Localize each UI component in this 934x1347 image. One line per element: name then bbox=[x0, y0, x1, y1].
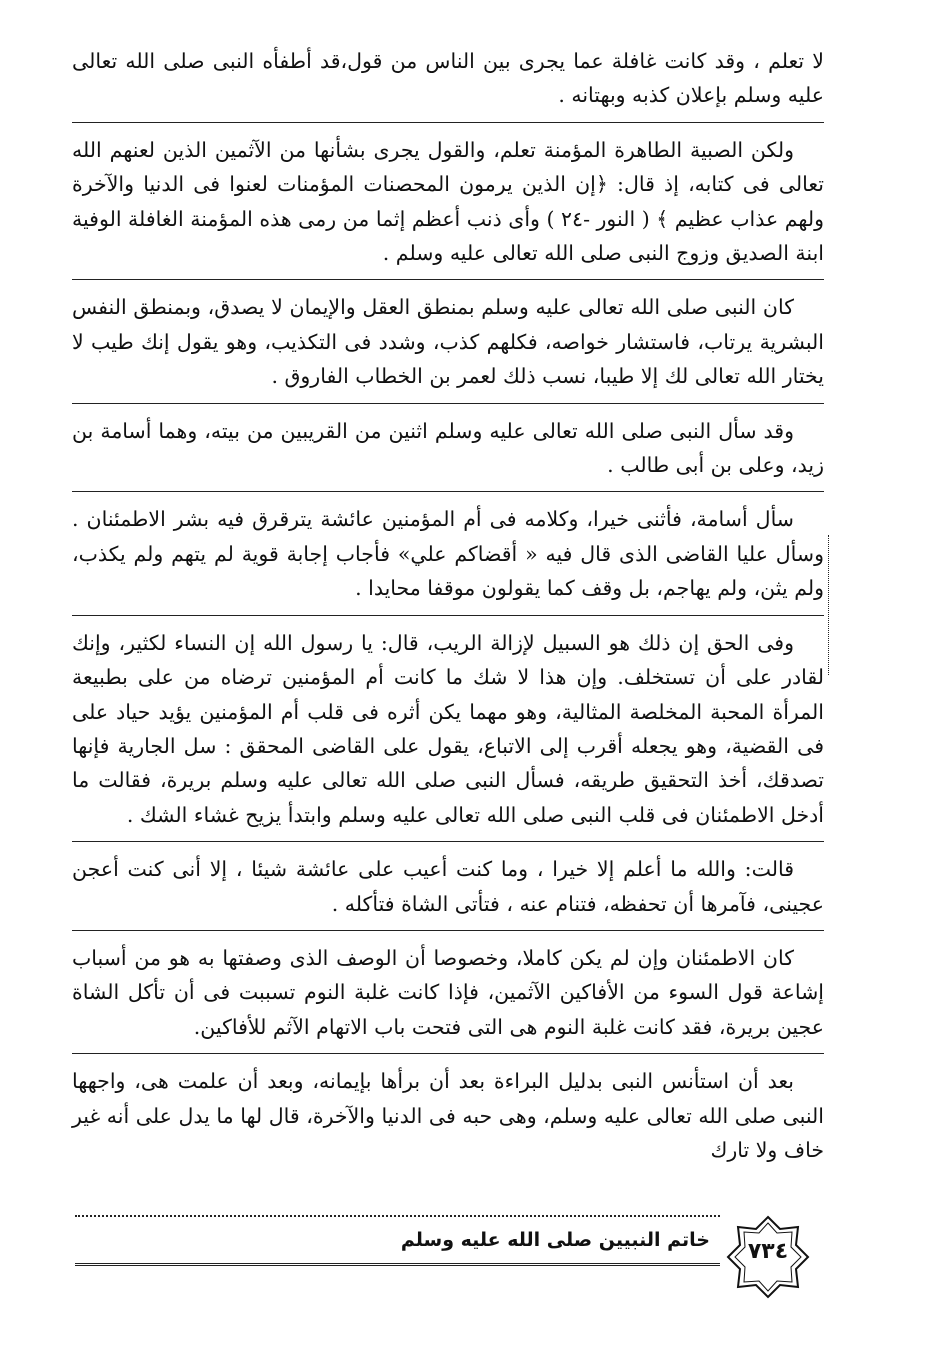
divider bbox=[72, 491, 824, 492]
margin-rule bbox=[828, 535, 829, 675]
divider bbox=[72, 1053, 824, 1054]
paragraph-6: وفى الحق إن ذلك هو السبيل لإزالة الريب، قال: يا رسول الله إن النساء لكثير، وإنك لقادر على أن تستخلف. وإن هذا لا شك ما كانت أم المؤمنين ترضاه من على بطبيعة المرأة المحبة المخلصة المثالية، وهو مهما يكن أثره فى قلب أم المؤمنين يؤيد حياد على فى القضية، وهو يجعله أقرب إلى الاتباع، يقول على القاضى المحقق : سل الجارية فإنها تصدقك، أخذ التحقيق طريقه، فسأل النبى صلى الله تعالى عليه وسلم بريرة، فقالت ما أدخل الاطمئنان فى قلب النبى صلى الله تعالى عليه وسلم وابتدأ يزيح غشاء الشك . bbox=[72, 630, 824, 827]
divider bbox=[72, 403, 824, 404]
paragraph-3: كان النبى صلى الله تعالى عليه وسلم بمنطق العقل والإيمان لا يصدق، وبمنطق النفس البشرية يرتاب، فاستشار خواصه، فكلهم كذب، وشدد فى التكذيب، وهو يقول إنك طيب لا يختار الله تعالى لك إلا طيبا، نسب ذلك لعمر بن الخطاب الفاروق . bbox=[72, 295, 824, 389]
paragraph-7: قالت: والله ما أعلم إلا خيرا ، وما كنت أعيب على عائشة شيئا ، إلا أنى كنت أعجن عجينى، فآمرها أن تحفظه، فتنام عنه ، فتأتى الشاة فتأكله . bbox=[72, 857, 824, 916]
page-footer bbox=[70, 1215, 870, 1295]
body-text bbox=[72, 44, 824, 1167]
page-number-badge bbox=[726, 1215, 810, 1299]
running-title: خاتم النبيين صلى الله عليه وسلم bbox=[400, 1229, 710, 1251]
paragraph-9: بعد أن استأنس النبى بدليل البراءة بعد أن برأها بإيمانه، وبعد أن علمت هى، واجهها النبى صلى الله تعالى عليه وسلم، وهى حبه فى الدنيا والآخرة، قال لها ما يدل على أنه غير خاف ولا تارك bbox=[72, 1069, 824, 1162]
divider bbox=[72, 122, 824, 123]
divider bbox=[72, 279, 824, 280]
paragraph-1: لا تعلم ، وقد كانت غافلة عما يجرى بين الناس من قول،قد أطفأه النبى صلى الله تعالى عليه وسلم بإعلان كذبه وبهتانه . bbox=[72, 49, 824, 108]
footer-top-rule bbox=[75, 1215, 720, 1217]
footer-rule bbox=[75, 1263, 720, 1266]
paragraph-4: وقد سأل النبى صلى الله تعالى عليه وسلم اثنين من القريبين من بيته، وهما أسامة بن زيد، وعلى بن أبى طالب . bbox=[72, 418, 824, 478]
paragraph-8: كان الاطمئنان وإن لم يكن كاملا، وخصوصا أن الوصف الذى وصفتها به هو من أسباب إشاعة قول السوء من الأفاكين الآثمين، فإذا كانت غلبة النوم تسببت فى أن تأكل الشاة عجين بريرة، فقد كانت غلبة النوم هى التى فتحت باب الاتهام الآثم للأفاكين. bbox=[72, 945, 824, 1039]
divider bbox=[72, 841, 824, 842]
divider bbox=[72, 615, 824, 616]
paragraph-2: ولكن الصبية الطاهرة المؤمنة تعلم، والقول يجرى بشأنها من الآثمين الذين لعنهم الله تعالى فى كتابه، إذ قال: ﴿إن الذين يرمون المحصنات المؤمنات لعنوا فى الدنيا والآخرة ولهم عذاب عظيم ﴾ ( النور -٢٤ ) وأى ذنب أعظم إثما من رمى هذه المؤمنة الغافلة الوفية ابنة الصديق وزوج النبى صلى الله تعالى عليه وسلم . bbox=[72, 137, 824, 266]
paragraph-5: سأل أسامة، فأثنى خيرا، وكلامه فى أم المؤمنين عائشة يترقرق فيه بشر الاطمئنان . وسأل عليا القاضى الذى قال فيه « أقضاكم علي» فأجاب إجابة قوية لم يتهم ولم يكذب، ولم يثن، ولم يهاجم، بل وقف كما يقولون موقفا محايدا . bbox=[72, 507, 824, 601]
page-number: ٧٣٤ bbox=[747, 1239, 789, 1264]
divider bbox=[72, 930, 824, 931]
